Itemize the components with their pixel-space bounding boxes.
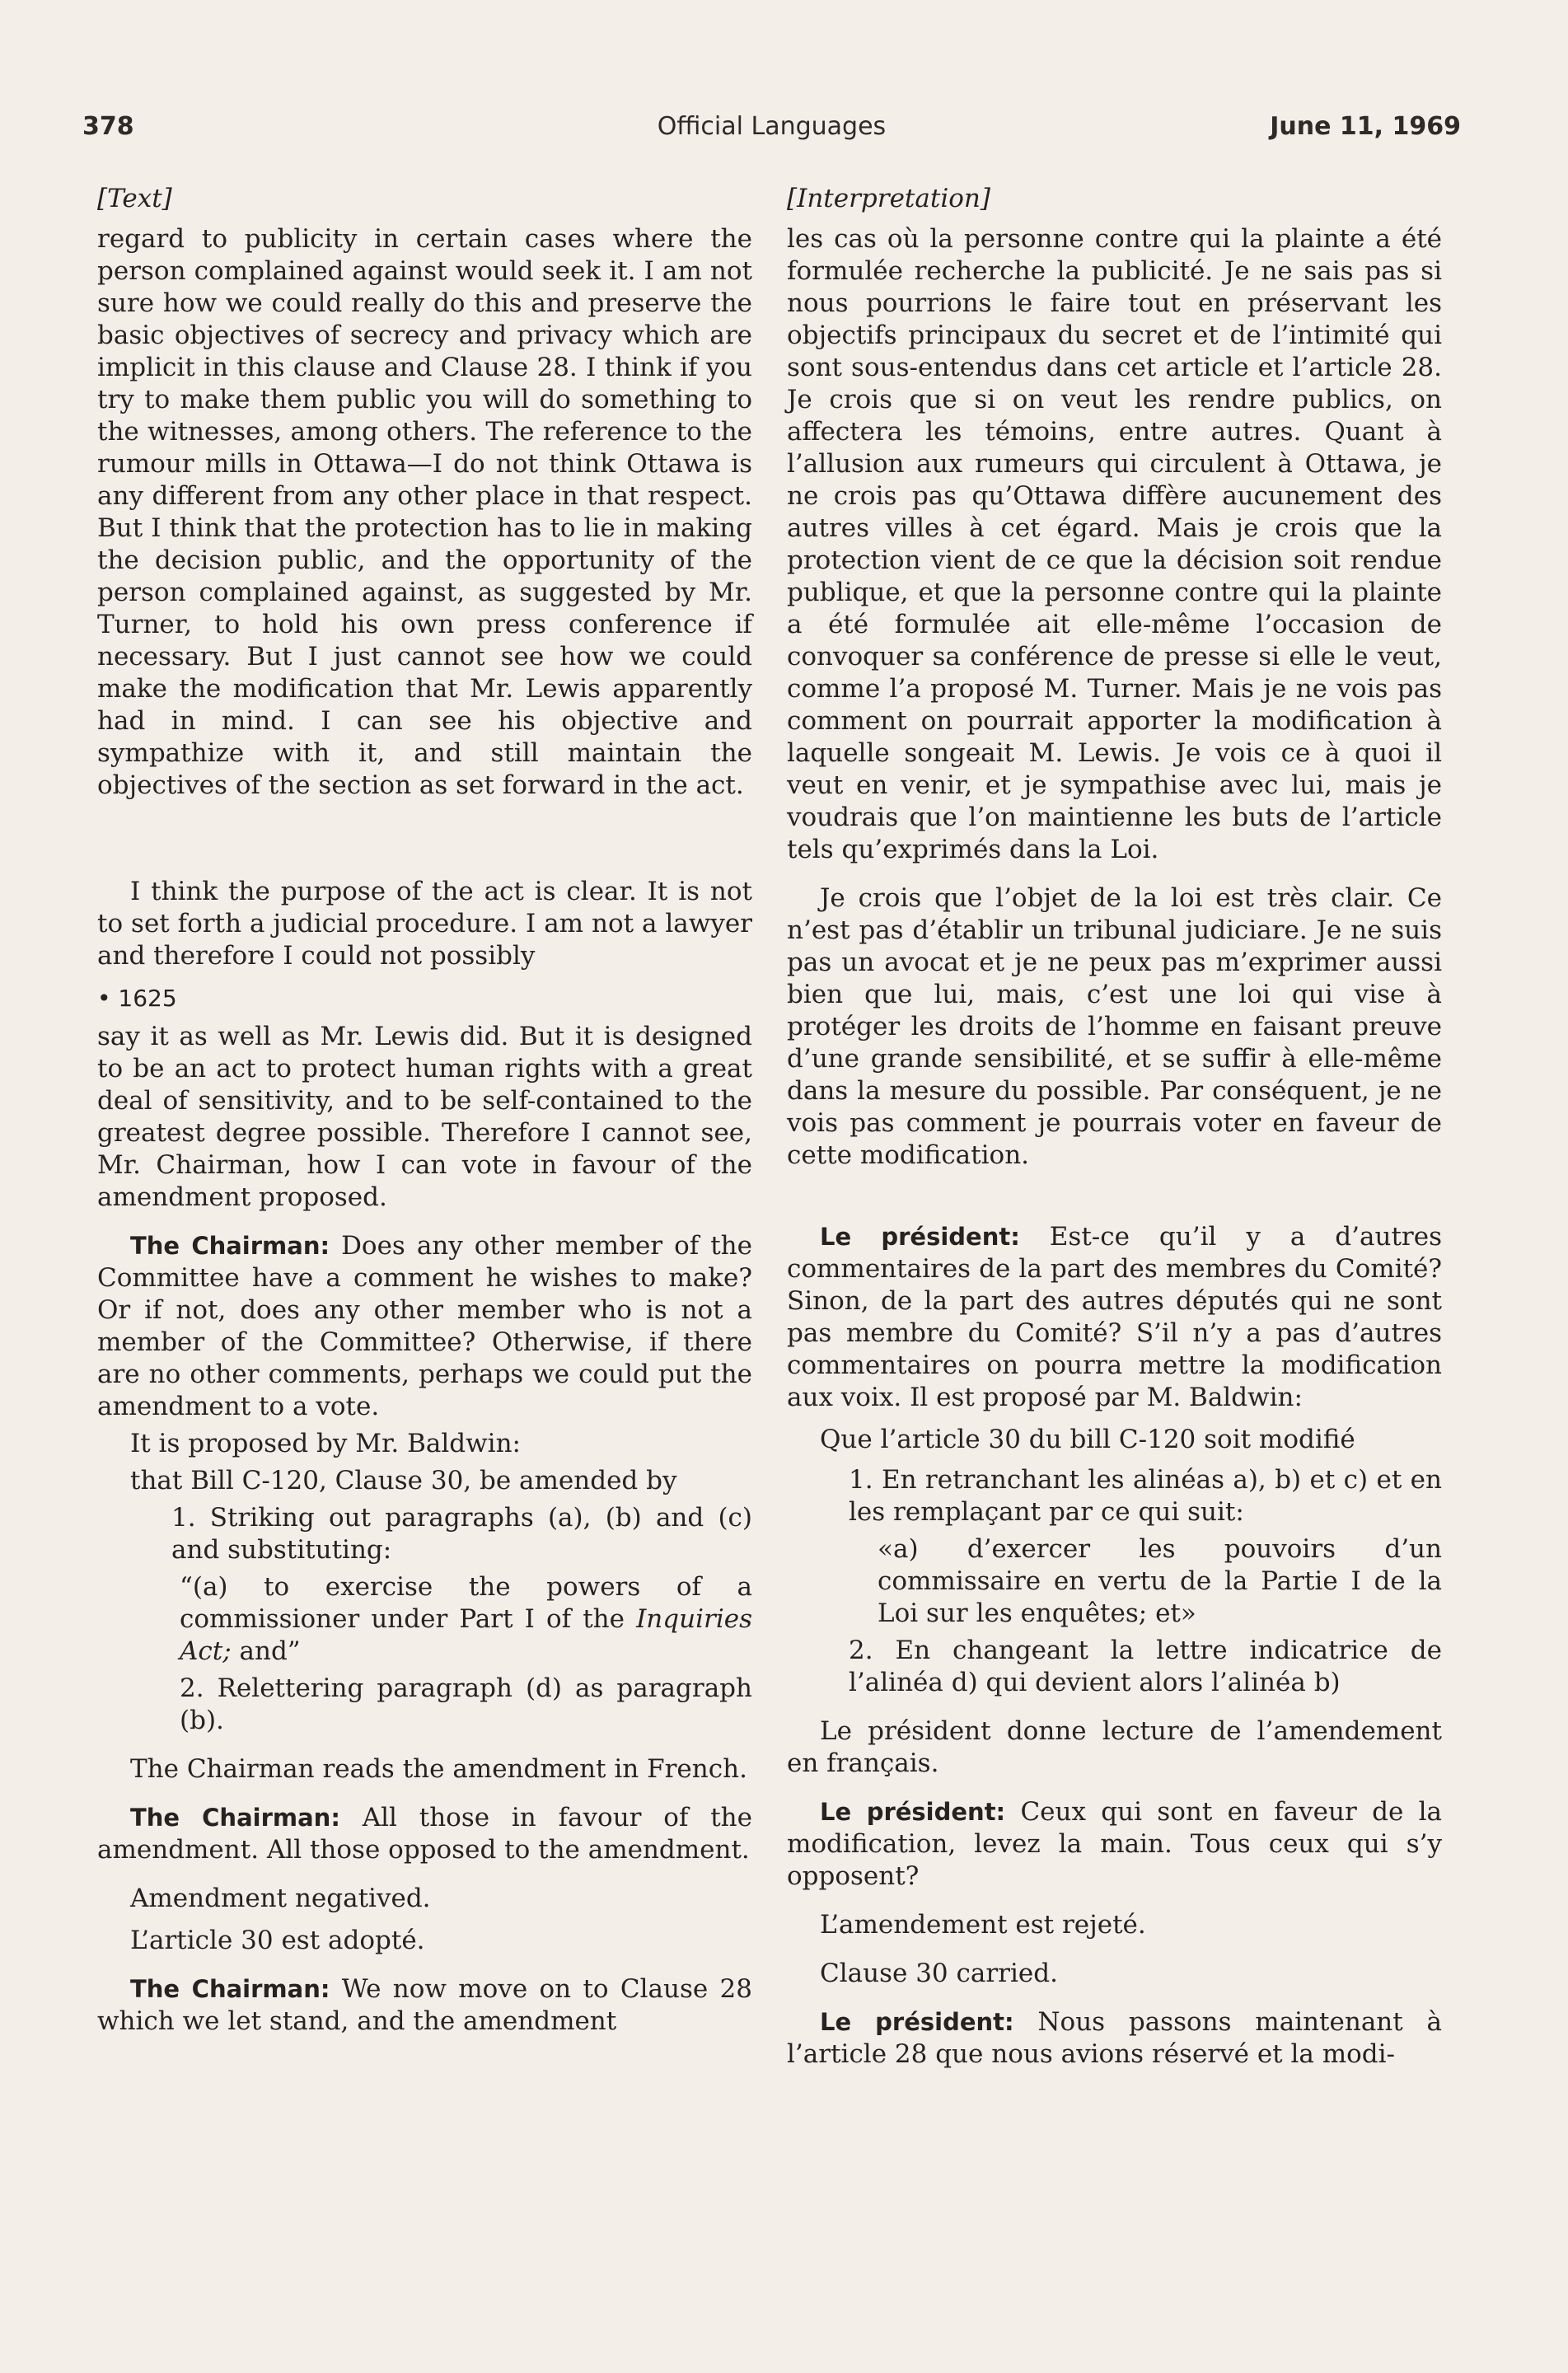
french-column bbox=[787, 183, 1442, 2087]
amendment-item: 1. Striking out paragraphs (a), (b) and (c) and substituting: bbox=[171, 1503, 752, 1565]
english-paragraph: I think the purpose of the act is clear. It is not to set forth a judicial procedure. I am not a lawyer and therefore I could not possibly bbox=[97, 877, 752, 971]
amendment-item: «a) d’exercer les pouvoirs d’un commissaire en vertu de la Partie I de la Loi sur les enquêtes; et» bbox=[878, 1534, 1442, 1628]
speaker-name: The Chairman: bbox=[130, 1232, 330, 1260]
english-column bbox=[97, 183, 752, 2054]
page-date: June 11, 1969 bbox=[1270, 112, 1461, 141]
time-marker: • 1625 bbox=[97, 985, 177, 1012]
french-paragraph: Je crois que l’objet de la loi est très clair. Ce n’est pas d’établir un tribunal judiciare. Je ne suis pas un avocat et je ne peux pas m’exprimer aussi bien que lui, mais, c’est une loi qui vise à protéger les droits de l’homme en faisant preuve d’une grande sensibilité, et se suffir à elle-même dans la mesure du possible. Par conséquent, je ne vois pas comment je pourrais voter en faveur de cette modification. bbox=[787, 883, 1442, 1170]
french-speech: Le président: Est-ce qu’il y a d’autres commentaires de la part des membres du Comité? Sinon, de la part des autres députés qui ne sont pas membre du Comité? S’il n’y a pas d’autres commentaires on pourra mettre la modification aux voix. Il est proposé par M. Baldwin: bbox=[787, 1222, 1442, 1412]
amendment-item: 1. En retranchant les alinéas a), b) et c) et en les remplaçant par ce qui suit: bbox=[849, 1465, 1442, 1527]
english-paragraph: It is proposed by Mr. Baldwin: bbox=[130, 1429, 521, 1458]
amendment-intro: Que l’article 30 du bill C-120 soit modifié bbox=[820, 1425, 1355, 1454]
english-speech: The Chairman: All those in favour of the amendment. All those opposed to the amendment. bbox=[97, 1803, 752, 1865]
french-speech: Le président: Nous passons maintenant à l’article 28 que nous avions réservé et la modi- bbox=[787, 2007, 1442, 2069]
english-paragraph: regard to publicity in certain cases where the person complained against would seek it. I am not sure how we could really do this and preserve the basic objectives of secrecy and privacy which are implicit in this clause and Clause 28. I think if you try to make them public you will do something to the witnesses, among others. The reference to the rumour mills in Ottawa—I do not think Ottawa is any different from any other place in that respect. But I think that the protection has to lie in making the decision public, and the opportunity of the person complained against, as suggested by Mr. Turner, to hold his own press conference if necessary. But I just cannot see how we could make the modification that Mr. Lewis apparently had in mind. I can see his objective and sympathize with it, and still maintain the objectives of the section as set forward in the act. bbox=[97, 224, 752, 800]
speaker-name: The Chairman: bbox=[130, 1975, 330, 2003]
english-paragraph: Amendment negatived. bbox=[130, 1884, 431, 1913]
page-number: 378 bbox=[82, 112, 134, 141]
page-header bbox=[82, 112, 1461, 148]
speaker-name: Le président: bbox=[820, 2008, 1014, 2036]
english-paragraph: say it as well as Mr. Lewis did. But it is designed to be an act to protect human rights with a great deal of sensitivity, and to be self-contained to the greatest degree possible. Therefore I cannot see, Mr. Chairman, how I can vote in favour of the amendment proposed. bbox=[97, 1022, 752, 1212]
speaker-name: The Chairman: bbox=[130, 1804, 340, 1832]
english-paragraph: L’article 30 est adopté. bbox=[130, 1926, 425, 1955]
french-label: [Interpretation] bbox=[787, 184, 990, 213]
amendment-item: 2. Relettering paragraph (d) as paragraph (b). bbox=[180, 1673, 752, 1735]
french-paragraph: L’amendement est rejeté. bbox=[820, 1910, 1146, 1940]
amendment-item: 2. En changeant la lettre indicatrice de l’alinéa d) qui devient alors l’alinéa b) bbox=[849, 1636, 1442, 1697]
amendment-intro: that Bill C-120, Clause 30, be amended by bbox=[130, 1466, 677, 1495]
french-paragraph: Clause 30 carried. bbox=[820, 1959, 1058, 1988]
english-label: [Text] bbox=[97, 184, 172, 213]
amendment-item: “(a) to exercise the powers of a commissioner under Part I of the Inquiries Act; and” bbox=[180, 1572, 752, 1666]
english-speech: The Chairman: We now move on to Clause 28 which we let stand, and the amendment bbox=[97, 1974, 752, 2036]
speaker-name: Le président: bbox=[820, 1223, 1020, 1251]
french-paragraph: les cas où la personne contre qui la plainte a été formulée recherche la publicité. Je ne sais pas si nous pourrions le faire tout en préservant les objectifs principaux du secret et de l’intimité qui sont sous-entendus dans cet article et l’article 28. Je crois que si on veut les rendre publics, on affectera les témoins, entre autres. Quant à l’allusion aux rumeurs qui circulent à Ottawa, je ne crois pas qu’Ottawa diffère aucunement des autres villes à cet égard. Mais je crois que la protection vient de ce que la décision soit rendue publique, et que la personne contre qui la plainte a été formulée ait elle-même l’occasion de convoquer sa conférence de presse si elle le veut, comme l’a proposé M. Turner. Mais je ne vois pas comment on pourrait apporter la modification à laquelle songeait M. Lewis. Je vois ce à quoi il veut en venir, et je sympathise avec lui, mais je voudrais que l’on maintienne les buts de l’article tels qu’exprimés dans la Loi. bbox=[787, 224, 1442, 864]
french-paragraph: Le président donne lecture de l’amendement en français. bbox=[787, 1716, 1442, 1778]
french-speech: Le président: Ceux qui sont en faveur de la modification, levez la main. Tous ceux qui s’y opposent? bbox=[787, 1797, 1442, 1891]
english-paragraph: The Chairman reads the amendment in French. bbox=[130, 1754, 747, 1784]
page-title: Official Languages bbox=[657, 112, 887, 141]
speaker-name: Le président: bbox=[820, 1798, 1006, 1826]
english-speech: The Chairman: Does any other member of the Committee have a comment he wishes to make? Or if not, does any other member who is not a member of the Committee? Otherwise, if there are no other comments, perhaps we could put the amendment to a vote. bbox=[97, 1231, 752, 1421]
